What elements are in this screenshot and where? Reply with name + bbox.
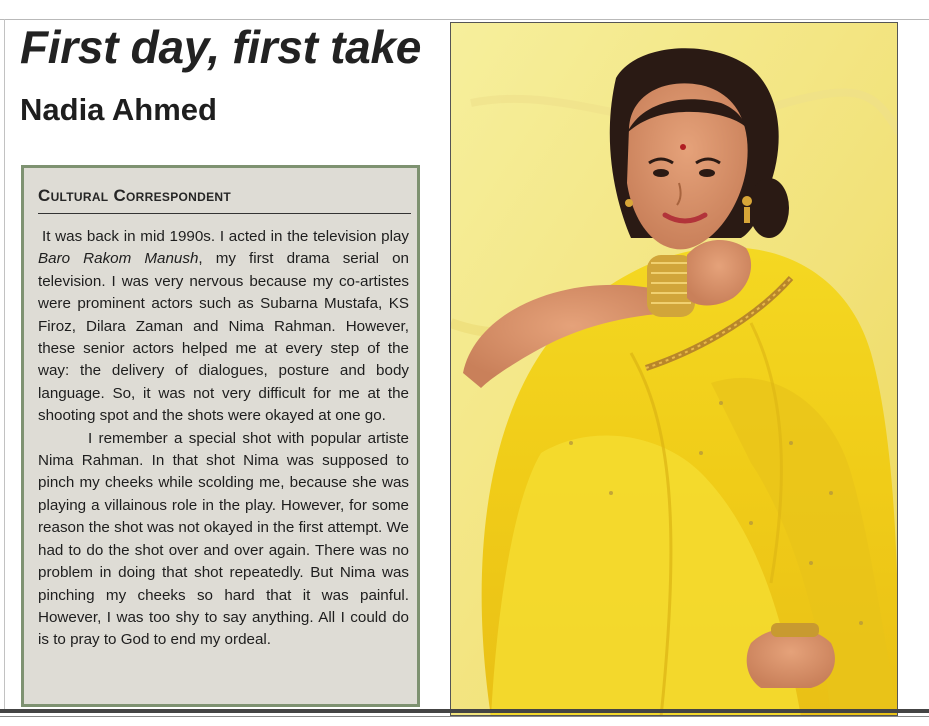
byline: Nadia Ahmed: [20, 92, 217, 127]
headline: First day, first take: [20, 21, 422, 73]
portrait-illustration: [451, 23, 898, 716]
paragraph-2: I remember a special shot with popular artiste Nima Rahman. In that shot Nima was supposed to pinch my cheeks while scolding me, because she was playing a villainous role in the play. However, for some reason the shot was not okayed in the first attempt. We had to do the shot over and over again. There was no problem in doing that shot repeatedly. But Nima was pinching my cheeks so hard that it was painful. However, I was too shy to say anything. All I could do is to pray to God to end my ordeal.: [38, 429, 409, 649]
bottom-rule-thin: [0, 716, 929, 717]
paragraph-1-start: It was back in mid 1990s. I acted in the television play: [42, 228, 409, 245]
bottom-rule: [0, 709, 929, 713]
portrait-photo: [450, 22, 898, 716]
article-box: [21, 165, 420, 707]
section-label: Cultural Correspondent: [38, 186, 231, 205]
top-rule: [0, 19, 929, 20]
paragraph-1-rest: , my first drama serial on television. I was very nervous because my co-artistes were prominent actors such as Subarna Mustafa, KS Firoz, Dilara Zaman and Nima Rahman. However, these senior actors helped me at every step of the way: the delivery of dialogues, posture and body language. So, it was not very difficult for me at the shooting spot and the shots were okayed at one go.: [38, 250, 409, 425]
left-margin-line: [4, 19, 5, 709]
drama-title: Baro Rakom Manush: [38, 250, 199, 268]
section-label-rule: [38, 213, 411, 214]
paragraph-1: [38, 226, 409, 428]
article-body: [38, 226, 409, 652]
